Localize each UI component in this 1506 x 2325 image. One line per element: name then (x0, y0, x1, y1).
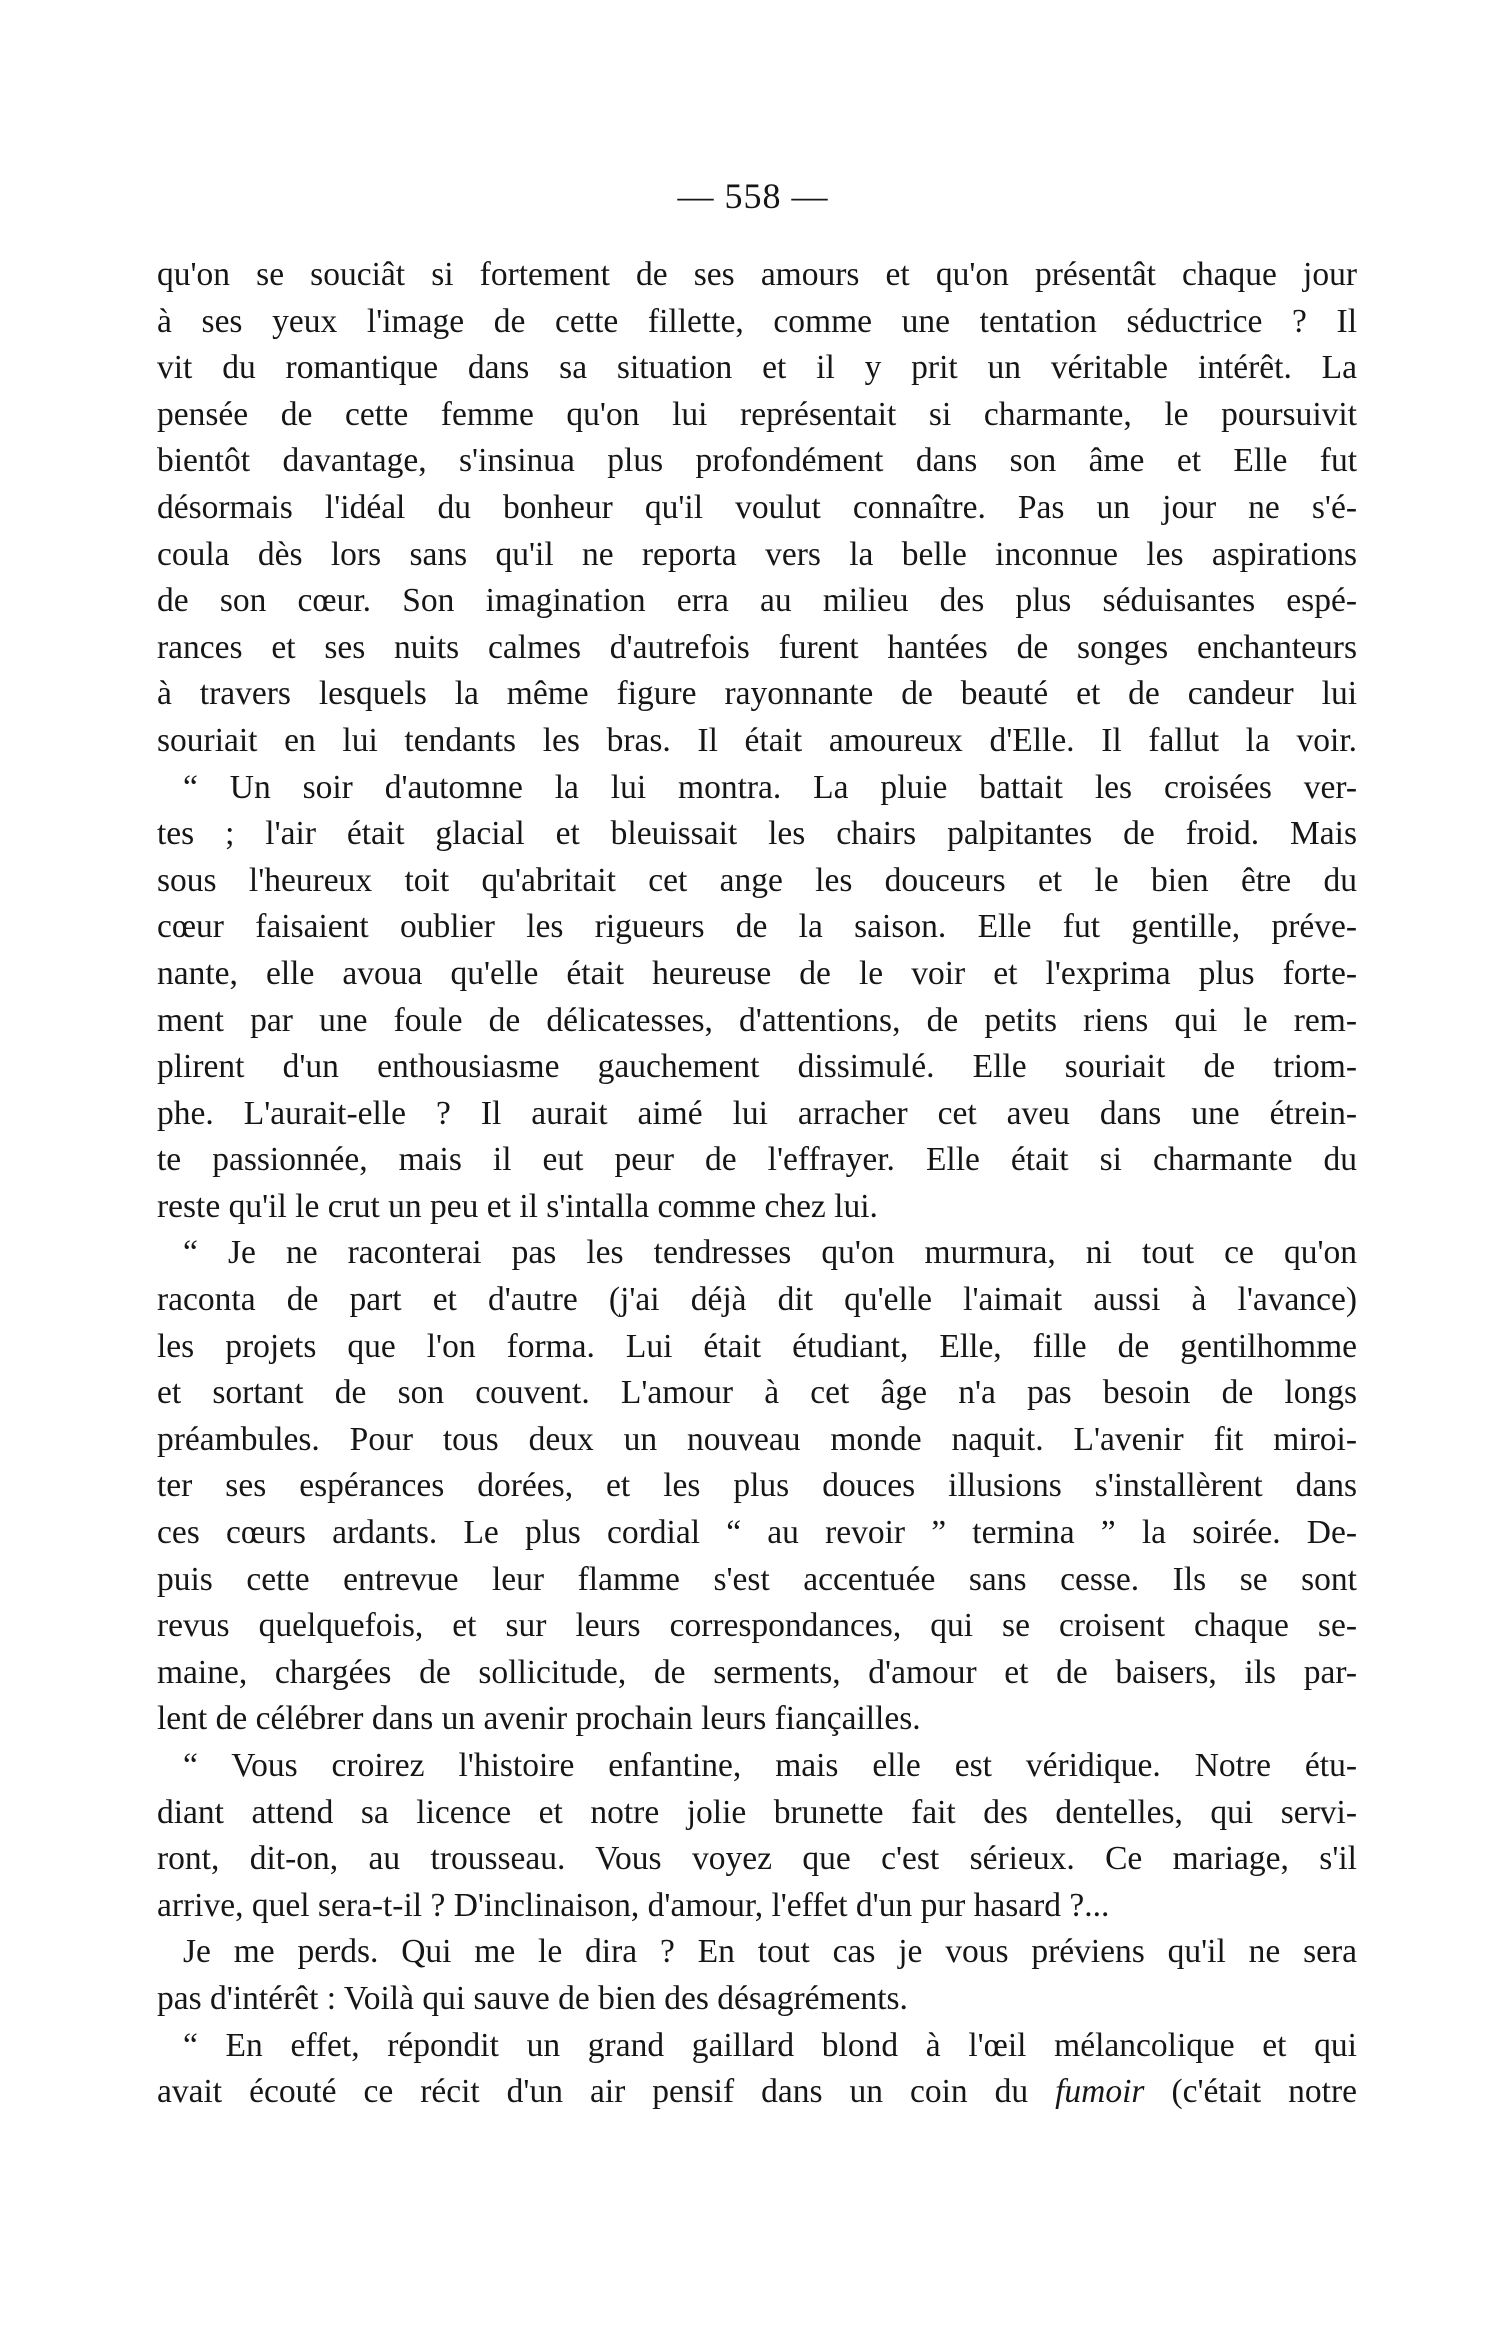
text-line: désormais l'idéal du bonheur qu'il voulut connaître. Pas un jour ne s'é- (157, 488, 1357, 526)
text-line-final (157, 2069, 1357, 2116)
text-line-final-start: avait écouté ce récit d'un air pensif dans un coin du (157, 2073, 1029, 2111)
text-line: qu'on se souciât si fortement de ses amours et qu'on présentât chaque jour (157, 256, 1357, 293)
text-line: et sortant de son couvent. L'amour à cet âge n'a pas besoin de longs (157, 1374, 1357, 1412)
page-number: — 558 — (677, 176, 829, 216)
text-line: “ En effet, répondit un grand gaillard blond à l'œil mélancolique et qui (183, 2026, 1357, 2064)
text-line: sous l'heureux toit qu'abritait cet ange les douceurs et le bien être du (157, 861, 1357, 899)
text-line: diant attend sa licence et notre jolie brunette fait des dentelles, qui servi- (157, 1793, 1357, 1831)
text-line: plirent d'un enthousiasme gauchement dissimulé. Elle souriait de triom- (157, 1048, 1357, 1086)
text-line: revus quelquefois, et sur leurs correspondances, qui se croisent chaque se- (157, 1607, 1357, 1645)
text-line: puis cette entrevue leur flamme s'est accentuée sans cesse. Ils se sont (157, 1560, 1357, 1598)
text-line: lent de célébrer dans un avenir prochain leurs fiançailles. (157, 1700, 921, 1738)
text-line: pas d'intérêt : Voilà qui sauve de bien des désagréments. (157, 1979, 908, 2017)
text-line: vit du romantique dans sa situation et il y prit un véritable intérêt. La (157, 349, 1357, 387)
text-line: arrive, quel sera-t-il ? D'inclinaison, d'amour, l'effet d'un pur hasard ?... (157, 1886, 1110, 1924)
text-line: “ Je ne raconterai pas les tendresses qu'on murmura, ni tout ce qu'on (183, 1234, 1357, 1272)
text-line: bientôt davantage, s'insinua plus profondément dans son âme et Elle fut (157, 442, 1357, 480)
text-line: ront, dit-on, au trousseau. Vous voyez que c'est sérieux. Ce mariage, s'il (157, 1840, 1357, 1878)
text-line: “ Vous croirez l'histoire enfantine, mais elle est véridique. Notre étu- (183, 1747, 1357, 1784)
text-line: coula dès lors sans qu'il ne reporta vers la belle inconnue les aspirations (157, 535, 1357, 573)
text-line: pensée de cette femme qu'on lui représentait si charmante, le poursuivit (157, 395, 1357, 433)
italic-word: fumoir (1055, 2073, 1145, 2111)
text-line: “ Un soir d'automne la lui montra. La pluie battait les croisées ver- (183, 768, 1357, 806)
text-line: tes ; l'air était glacial et bleuissait les chairs palpitantes de froid. Mais (157, 815, 1357, 853)
text-line: raconta de part et d'autre (j'ai déjà dit qu'elle l'aimait aussi à l'avance) (157, 1281, 1357, 1319)
text-line: reste qu'il le crut un peu et il s'intalla comme chez lui. (157, 1187, 878, 1225)
text-line: nante, elle avoua qu'elle était heureuse de le voir et l'exprima plus forte- (157, 954, 1357, 992)
body-text (157, 252, 1357, 2116)
text-line: Je me perds. Qui me le dira ? En tout cas je vous préviens qu'il ne sera (183, 1933, 1357, 1971)
text-line: ces cœurs ardants. Le plus cordial “ au revoir ” termina ” la soirée. De- (157, 1514, 1357, 1552)
text-line: ter ses espérances dorées, et les plus douces illusions s'installèrent dans (157, 1467, 1357, 1505)
text-line-final-end: (c'était notre (1144, 2073, 1357, 2111)
text-line: souriait en lui tendants les bras. Il était amoureux d'Elle. Il fallut la voir. (157, 721, 1357, 759)
text-line: te passionnée, mais il eut peur de l'effrayer. Elle était si charmante du (157, 1141, 1357, 1179)
text-line: à travers lesquels la même figure rayonnante de beauté et de candeur lui (157, 675, 1357, 713)
text-line: préambules. Pour tous deux un nouveau monde naquit. L'avenir fit miroi- (157, 1420, 1357, 1458)
text-line: cœur faisaient oublier les rigueurs de la saison. Elle fut gentille, préve- (157, 908, 1357, 946)
text-line: phe. L'aurait-elle ? Il aurait aimé lui arracher cet aveu dans une étrein- (157, 1094, 1357, 1132)
text-line: à ses yeux l'image de cette fillette, comme une tentation séductrice ? Il (157, 302, 1357, 340)
text-line: maine, chargées de sollicitude, de serments, d'amour et de baisers, ils par- (157, 1653, 1357, 1691)
text-line: ment par une foule de délicatesses, d'attentions, de petits riens qui le rem- (157, 1001, 1357, 1039)
text-line: de son cœur. Son imagination erra au milieu des plus séduisantes espé- (157, 582, 1357, 620)
text-line: les projets que l'on forma. Lui était étudiant, Elle, fille de gentilhomme (157, 1327, 1357, 1365)
text-line: rances et ses nuits calmes d'autrefois furent hantées de songes enchanteurs (157, 628, 1357, 666)
